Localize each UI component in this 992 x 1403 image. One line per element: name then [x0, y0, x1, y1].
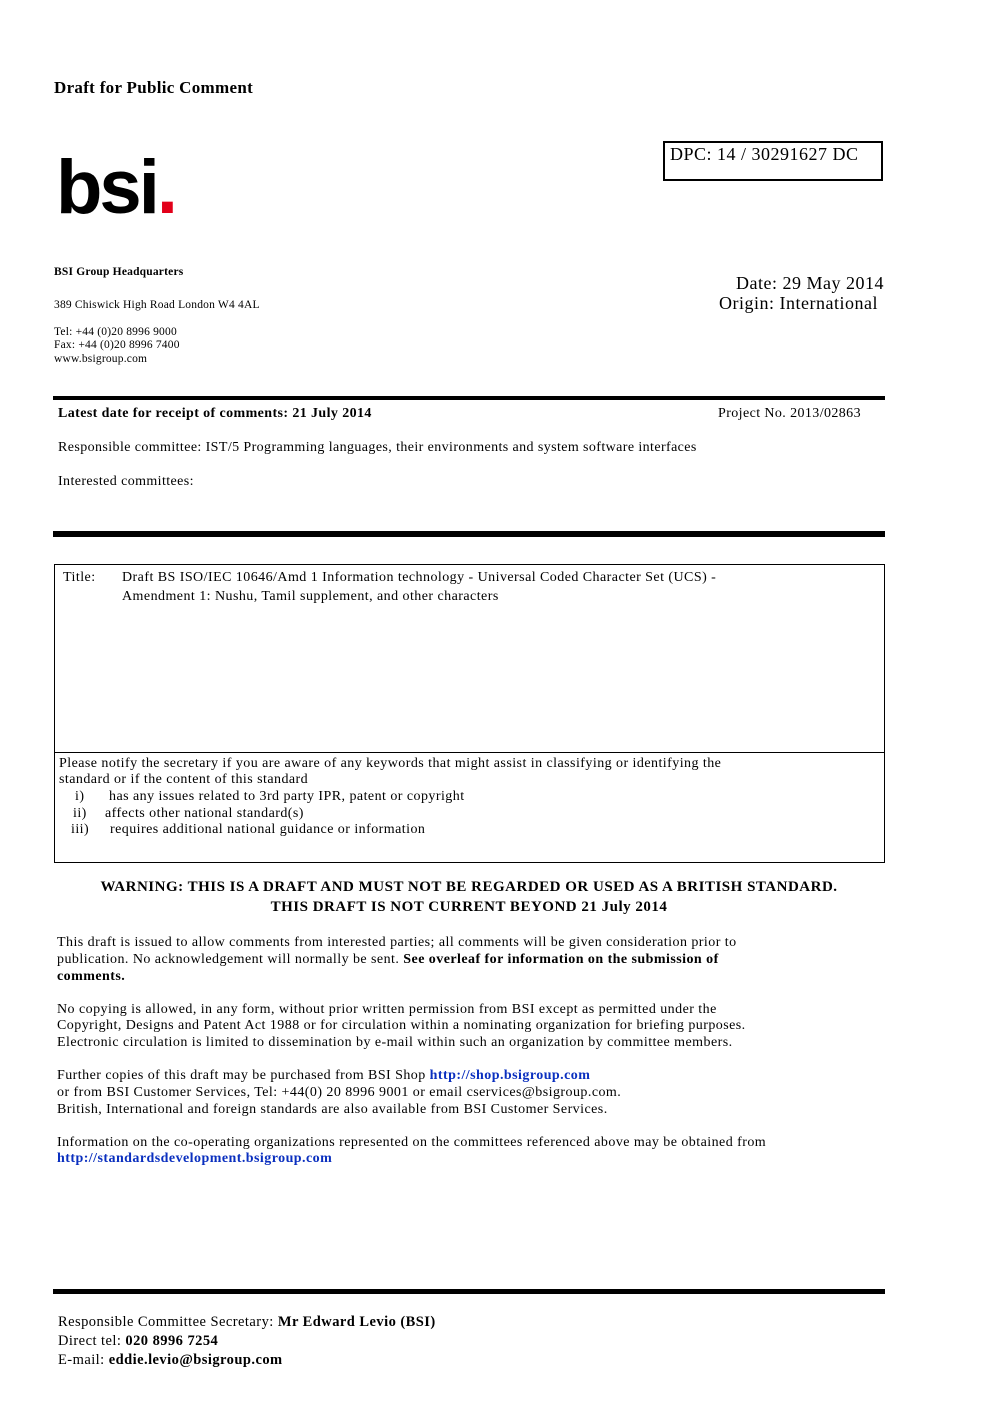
- notify-item-2-num: ii): [73, 806, 87, 821]
- top-rule: [53, 396, 885, 400]
- hq-street: 389 Chiswick High Road London W4 4AL: [54, 299, 260, 311]
- email-line: [58, 1352, 283, 1369]
- hq-name: BSI Group Headquarters: [54, 266, 184, 278]
- para1-see-overleaf: See overleaf for information on the submission of: [403, 952, 719, 967]
- tel-value: 020 8996 7254: [125, 1333, 219, 1349]
- para3-text: Further copies of this draft may be purchased from BSI Shop: [57, 1068, 430, 1083]
- hq-web: www.bsigroup.com: [54, 353, 148, 365]
- secretary-line: [58, 1314, 436, 1331]
- notify-item-3-num: iii): [71, 822, 90, 837]
- standards-link[interactable]: http://standardsdevelopment.bsigroup.com: [57, 1151, 333, 1166]
- para4-line1: Information on the co-operating organizations represented on the committees referenced above may be obtained from: [57, 1135, 767, 1150]
- direct-tel-line: [58, 1333, 218, 1350]
- warning-line-2: THIS DRAFT IS NOT CURRENT BEYOND 21 July 2014: [270, 899, 668, 915]
- para1-line2-text: publication. No acknowledgement will normally be sent.: [57, 952, 404, 967]
- para3-line3: British, International and foreign standards are also available from BSI Customer Services.: [57, 1102, 608, 1117]
- notify-item-3: requires additional national guidance or information: [110, 822, 426, 837]
- para1-line2: [57, 952, 719, 968]
- hq-fax: Fax: +44 (0)20 8996 7400: [54, 339, 180, 351]
- para2-line2: Copyright, Designs and Patent Act 1988 or for circulation within a nominating organization for briefing purposes.: [57, 1018, 746, 1033]
- hq-tel: Tel: +44 (0)20 8996 9000: [54, 326, 177, 338]
- interested-committees: Interested committees:: [58, 474, 194, 489]
- project-number: Project No. 2013/02863: [718, 406, 861, 421]
- warning-line-1: WARNING: THIS IS A DRAFT AND MUST NOT BE REGARDED OR USED AS A BRITISH STANDARD.: [100, 879, 838, 895]
- logo-dot: .: [156, 145, 175, 230]
- date-line: Date: 29 May 2014: [736, 273, 884, 293]
- para1-line1: This draft is issued to allow comments from interested parties; all comments will be given consideration prior to: [57, 935, 737, 950]
- footer-rule: [53, 1289, 885, 1294]
- dpc-reference: DPC: 14 / 30291627 DC: [670, 144, 859, 164]
- bsi-logo: [56, 145, 175, 230]
- latest-date: Latest date for receipt of comments: 21 July 2014: [58, 406, 372, 421]
- notify-item-2: affects other national standard(s): [105, 806, 304, 821]
- notify-line-1: Please notify the secretary if you are aware of any keywords that might assist in classifying or identifying the: [59, 756, 722, 771]
- responsible-committee: Responsible committee: IST/5 Programming languages, their environments and system software interfaces: [58, 440, 697, 455]
- secretary-label: Responsible Committee Secretary:: [58, 1314, 278, 1330]
- para1-line3: comments.: [57, 969, 126, 984]
- middle-rule: [53, 531, 885, 537]
- para2-line1: No copying is allowed, in any form, without prior written permission from BSI except as permitted under the: [57, 1002, 717, 1017]
- notify-item-1-num: i): [75, 789, 85, 804]
- shop-link[interactable]: http://shop.bsigroup.com: [429, 1068, 591, 1083]
- para2-line3: Electronic circulation is limited to dissemination by e-mail within such an organization by committee members.: [57, 1035, 733, 1050]
- secretary-name: Mr Edward Levio (BSI): [277, 1314, 436, 1330]
- title-line-1: Draft BS ISO/IEC 10646/Amd 1 Information technology - Universal Coded Character Set (UCS) -: [122, 570, 717, 585]
- dpc-reference-box: [663, 141, 883, 181]
- email-value[interactable]: eddie.levio@bsigroup.com: [108, 1352, 283, 1368]
- logo-text: bsi: [56, 145, 157, 230]
- title-line-2: Amendment 1: Nushu, Tamil supplement, and other characters: [122, 589, 499, 604]
- title-box: [54, 564, 885, 863]
- origin-line: Origin: International: [719, 293, 878, 313]
- email-label: E-mail:: [58, 1352, 109, 1368]
- title-divider: [55, 752, 884, 753]
- tel-label: Direct tel:: [58, 1333, 126, 1349]
- para3-line2: or from BSI Customer Services, Tel: +44(0) 20 8996 9001 or email cservices@bsigroup.com.: [57, 1085, 622, 1100]
- notify-item-1: has any issues related to 3rd party IPR, patent or copyright: [109, 789, 465, 804]
- notify-line-2: standard or if the content of this standard: [59, 772, 309, 787]
- para3-line1: [57, 1068, 590, 1084]
- page-heading: Draft for Public Comment: [54, 78, 254, 97]
- title-label: Title:: [63, 570, 96, 585]
